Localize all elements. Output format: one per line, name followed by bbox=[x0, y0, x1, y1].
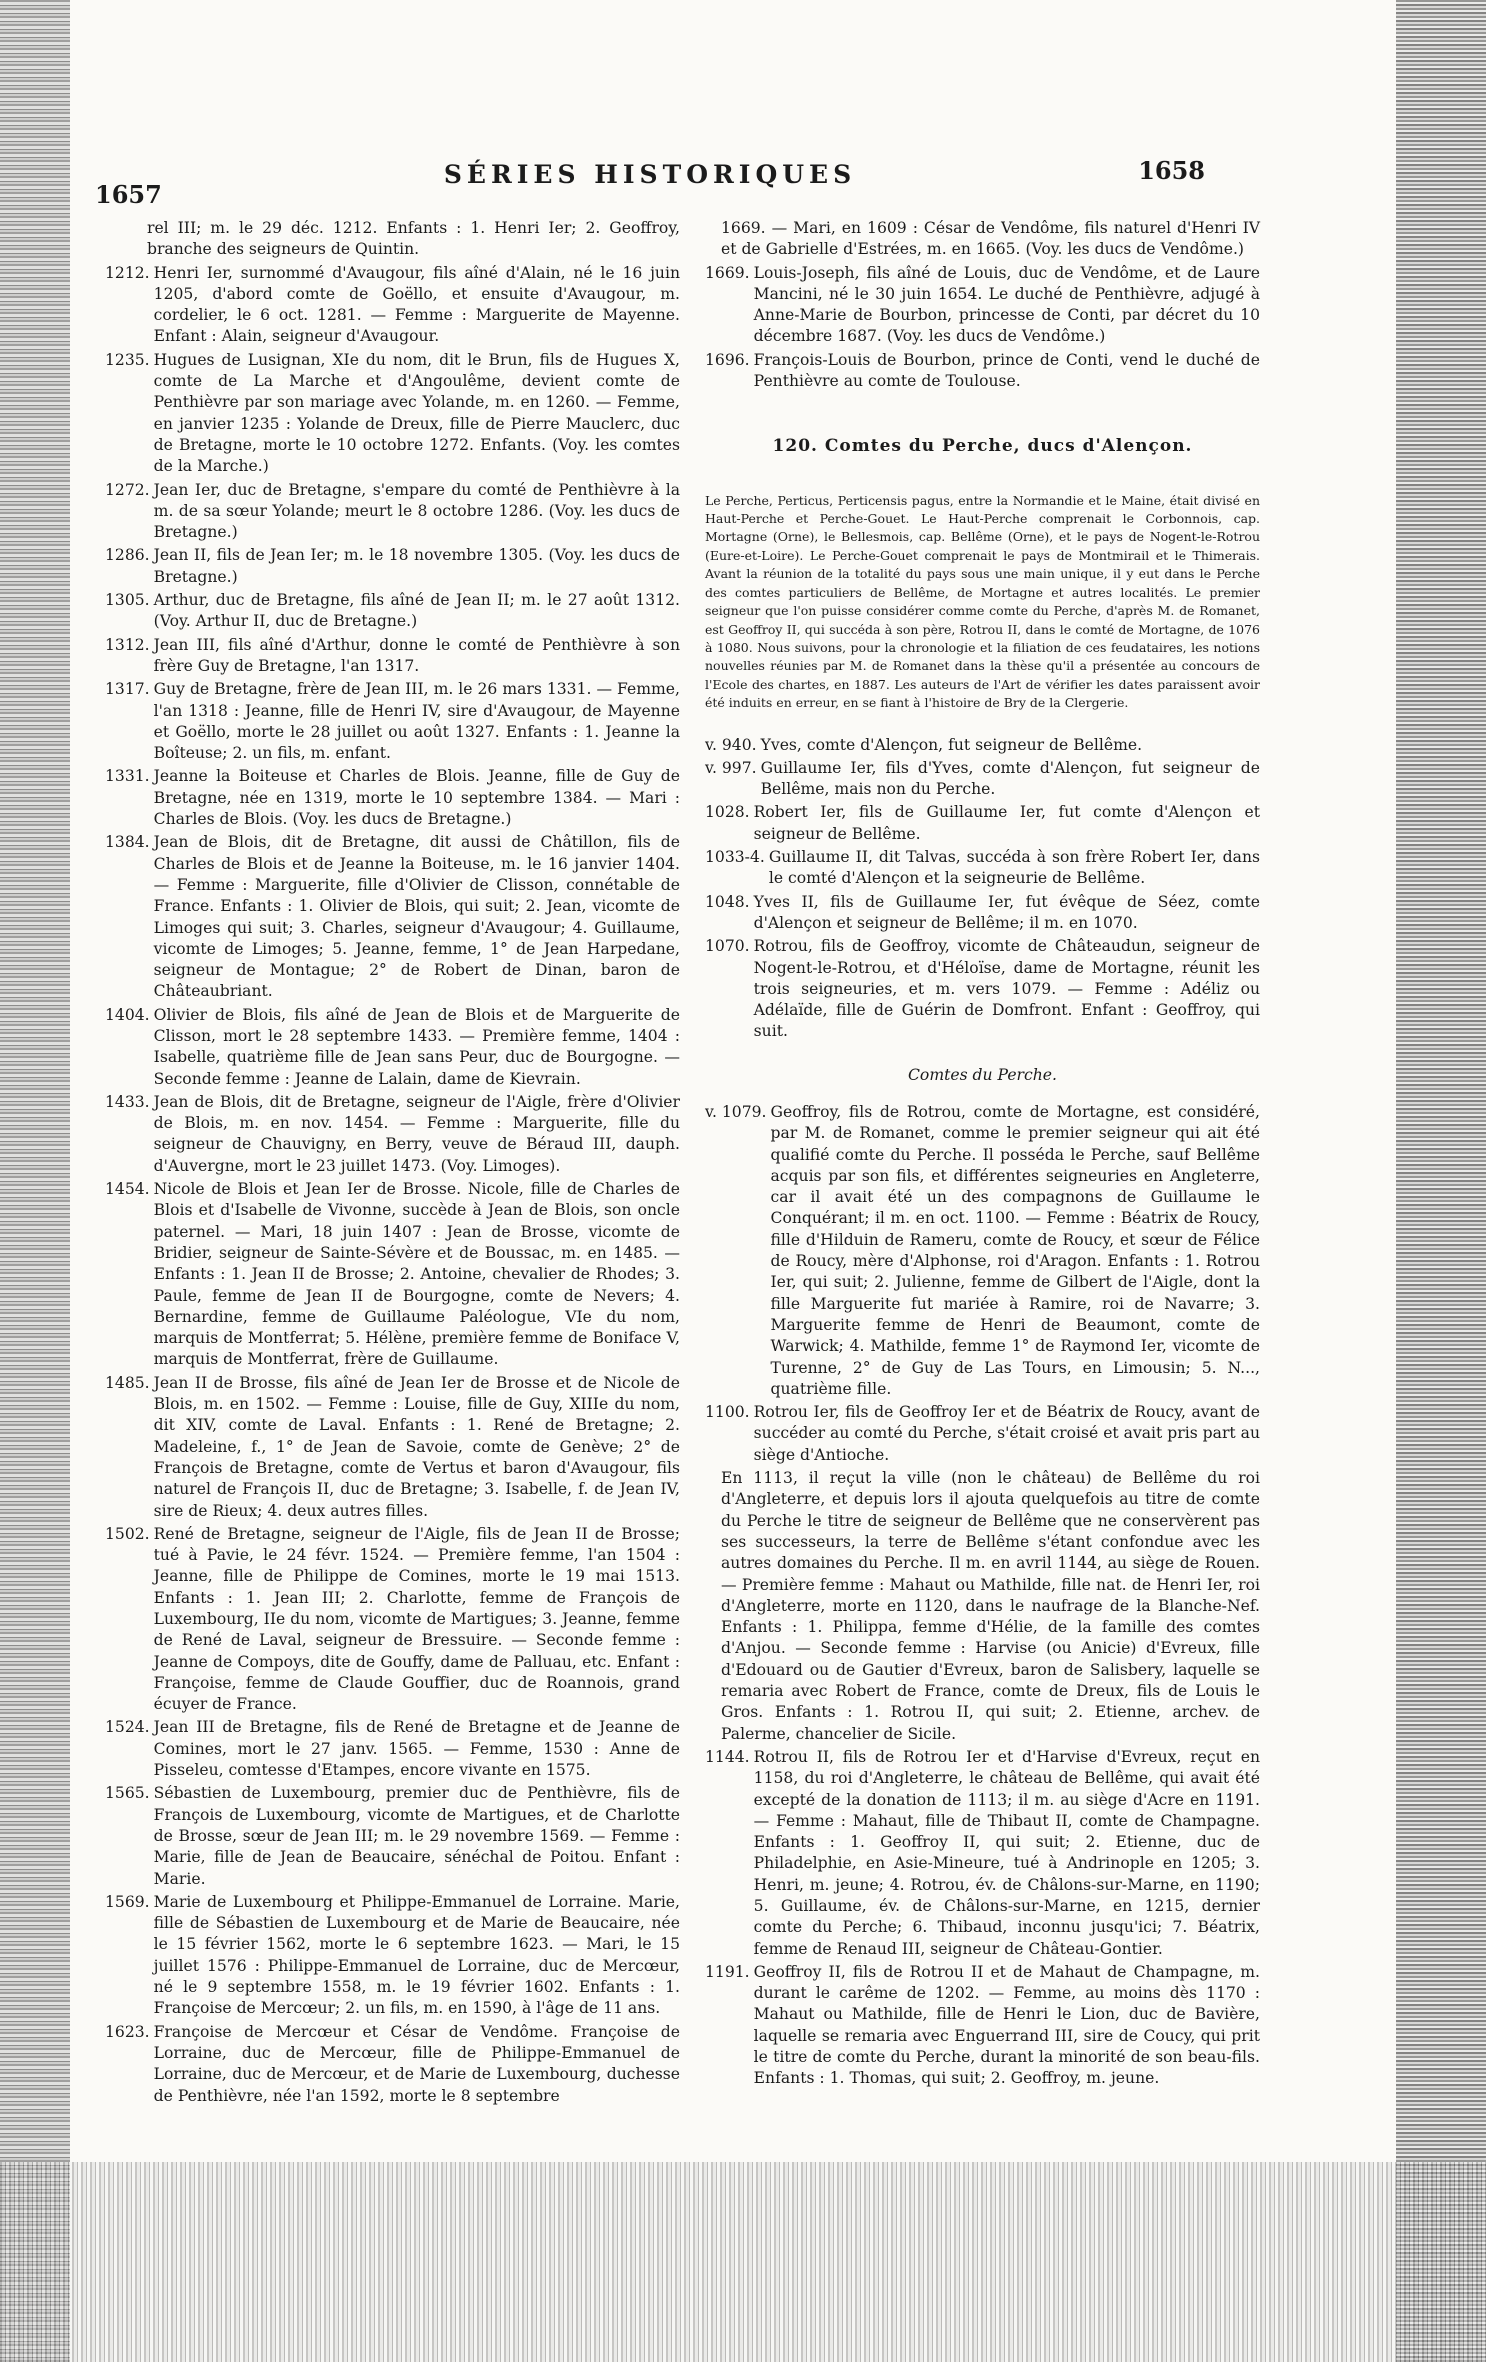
entry-year bbox=[105, 218, 147, 261]
entry-year: v. 1079. bbox=[705, 1103, 767, 1121]
entry-text: Françoise de Mercœur et César de Vendôme. Françoise de Lorraine, duc de Mercœur, fille de Philippe-Emmanuel de Lorraine, duc de Mercœur, et de Marie de Luxembourg, duchesse de Penthièvre, née l'an 1592, morte le 8 septembre bbox=[153, 2022, 680, 2105]
chronology-entry bbox=[105, 1524, 680, 1716]
chronology-entry bbox=[105, 350, 680, 478]
chronology-entry bbox=[105, 1783, 680, 1889]
chronology-entry bbox=[705, 802, 1260, 845]
entry-text: Geoffroy II, fils de Rotrou II et de Mahaut de Champagne, m. durant le carême de 1202. — Femme, au moins dès 1170 : Mahaut ou Mathilde, fille de Henri le Lion, duc de Bavière, laquelle se remaria avec Enguerrand III, sire de Coucy, qui prit le titre de comte du Perche, durant la minorité de son beau-fils. Enfants : 1. Thomas, qui suit; 2. Geoffroy, m. jeune. bbox=[753, 1962, 1260, 2088]
right-column bbox=[705, 218, 1260, 2092]
running-header bbox=[95, 150, 1205, 209]
entry-year: 1502. bbox=[105, 1524, 150, 1543]
section-intro: Le Perche, Perticus, Perticensis pagus, entre la Normandie et le Maine, était divisé en Haut-Perche et Perche-Gouet. Le Haut-Perche comprenait le Corbonnois, cap. Mortagne (Orne), le Bellesmois, cap. Bellême (Orne), et le pays de Nogent-le-Rotrou (Eure-et-Loire). Le Perche-Gouet comprenait le pays de Montmirail et le Thimerais. Avant la réunion de la totalité du pays sous une main unique, il y eut dans le Perche des comtes particuliers de Bellême, de Mortagne et autres localités. Le premier seigneur que l'on puisse considérer comme comte du Perche, d'après M. de Romanet, est Geoffroy II, qui succéda à son père, Rotrou II, dans le comté de Mortagne, de 1076 à 1080. Nous suivons, pour la chronologie et la filiation de ces feudataires, les notions nouvelles réunies par M. de Romanet dans la thèse qu'il a présentée au concours de l'Ecole des chartes, en 1887. Les auteurs de l'Art de vérifier les dates paraissent avoir été induits en erreur, en se fiant à l'histoire de Bry de la Clergerie. bbox=[705, 492, 1260, 711]
entry-text: Jean III de Bretagne, fils de René de Bretagne et de Jeanne de Comines, mort le 27 janv. 1565. — Femme, 1530 : Anne de Pisseleu, comtesse d'Etampes, encore vivante en 1575. bbox=[153, 1718, 680, 1780]
chronology-entry bbox=[105, 766, 680, 830]
entry-text: Hugues de Lusignan, XIe du nom, dit le Brun, fils de Hugues X, comte de La Marche et d'Angoulême, devient comte de Penthièvre par son mariage avec Yolande, m. en 1260. — Femme, en janvier 1235 : Yolande de Dreux, fille de Pierre Mauclerc, duc de Bretagne, morte le 10 octobre 1272. Enfants. (Voy. les comtes de la Marche.) bbox=[153, 350, 680, 476]
chronology-entry bbox=[105, 263, 680, 348]
entry-text: François-Louis de Bourbon, prince de Conti, vend le duché de Penthièvre au comte de Toulouse. bbox=[753, 350, 1260, 391]
entry-text: Jean de Blois, dit de Bretagne, seigneur de l'Aigle, frère d'Olivier de Blois, m. en nov. 1454. — Femme : Marguerite, fille du seigneur de Chauvigny, en Berry, veuve de Béraud III, dauph. d'Auvergne, mort le 23 juillet 1473. (Voy. Limoges). bbox=[153, 1092, 680, 1175]
entry-text: Rotrou Ier, fils de Geoffroy Ier et de Béatrix de Roucy, avant de succéder au comté du Perche, s'était croisé et avait pris part au siège d'Antioche. bbox=[753, 1403, 1260, 1464]
entry-text: Jean II, fils de Jean Ier; m. le 18 novembre 1305. (Voy. les ducs de Bretagne.) bbox=[153, 546, 680, 586]
chronology-entry bbox=[105, 1092, 680, 1177]
entry-text: Guillaume Ier, fils d'Yves, comte d'Alençon, fut seigneur de Bellême, mais non du Perche. bbox=[760, 758, 1260, 799]
left-column bbox=[105, 218, 680, 2109]
entry-year: 1404. bbox=[105, 1005, 150, 1024]
chronology-entry bbox=[705, 263, 1260, 348]
entry-year: 1144. bbox=[705, 1747, 750, 1766]
entry-year: 1317. bbox=[105, 680, 150, 699]
entry-text: Louis-Joseph, fils aîné de Louis, duc de Vendôme, et de Laure Mancini, né le 30 juin 1654. Le duché de Penthièvre, adjugé à Anne-Marie de Bourbon, princesse de Conti, par décret du 10 décembre 1687. (Voy. les ducs de Vendôme.) bbox=[753, 263, 1260, 346]
entry-text: Robert Ier, fils de Guillaume Ier, fut comte d'Alençon et seigneur de Bellême. bbox=[753, 803, 1260, 843]
entry-text: Jeanne la Boiteuse et Charles de Blois. Jeanne, fille de Guy de Bretagne, née en 1319, morte le 10 septembre 1384. — Mari : Charles de Blois. (Voy. les ducs de Bretagne.) bbox=[153, 767, 680, 829]
chronology-entry bbox=[105, 679, 680, 764]
chronology-entry bbox=[105, 635, 680, 678]
entry-text: Rotrou, fils de Geoffroy, vicomte de Châteaudun, seigneur de Nogent-le-Rotrou, et d'Héloïse, dame de Mortagne, réunit les trois seigneuries, et m. vers 1079. — Femme : Adéliz ou Adélaïde, fille de Guérin de Domfront. Enfant : Geoffroy, qui suit. bbox=[753, 937, 1260, 1041]
chronology-entry bbox=[105, 2022, 680, 2107]
chronology-entry bbox=[105, 1005, 680, 1090]
entry-year: 1454. bbox=[105, 1180, 150, 1199]
entry-text: Rotrou II, fils de Rotrou Ier et d'Harvise d'Evreux, reçut en 1158, du roi d'Angleterre, le château de Bellême, qui avait été excepté de la donation de 1113; il m. au siège d'Acre en 1191. — Femme : Mahaut, fille de Thibaut II, comte de Champagne. Enfants : 1. Geoffroy II, qui suit; 2. Etienne, duc de Philadelphie, en Asie-Mineure, tué à Andrinople en 1205; 3. Henri, m. jeune; 4. Rotrou, év. de Châlons-sur-Marne, en 1190; 5. Guillaume, év. de Châlons-sur-Marne, en 1215, dernier comte du Perche; 6. Thibaud, inconnu jusqu'ici; 7. Béatrix, femme de Renaud III, seigneur de Château-Gontier. bbox=[753, 1747, 1260, 1958]
entry-text: Jean III, fils aîné d'Arthur, donne le comté de Penthièvre à son frère Guy de Bretagne, l'an 1317. bbox=[153, 635, 680, 675]
chronology-entry bbox=[705, 936, 1260, 1042]
chronology-entry bbox=[105, 480, 680, 544]
chronology-entry bbox=[105, 832, 680, 1002]
entry-text: Arthur, duc de Bretagne, fils aîné de Jean II; m. le 27 août 1312. (Voy. Arthur II, duc de Bretagne.) bbox=[153, 591, 680, 631]
entry-year: 1070. bbox=[705, 937, 750, 956]
entry-year: 1235. bbox=[105, 350, 150, 369]
chronology-entry bbox=[105, 1892, 680, 2020]
entry-text: René de Bretagne, seigneur de l'Aigle, fils de Jean II de Brosse; tué à Pavie, le 24 févr. 1524. — Première femme, l'an 1504 : Jeanne, fille de Philippe de Comines, morte le 19 mai 1513. Enfants : 1. Jean III; 2. Charlotte, femme de François de Luxembourg, IIe du nom, vicomte de Martigues; 3. Jeanne, femme de René de Laval, seigneur de Bressuire. — Seconde femme : Jeanne de Compoys, dite de Gouffy, dame de Palluau, etc. Enfant : Françoise, femme de Claude Gouffier, duc de Roannois, grand écuyer de France. bbox=[153, 1524, 680, 1714]
entry-year: 1384. bbox=[105, 833, 150, 852]
entry-text: Yves, comte d'Alençon, fut seigneur de Bellême. bbox=[760, 735, 1143, 754]
entry-year: 1565. bbox=[105, 1784, 150, 1803]
chronology-entry bbox=[105, 218, 680, 261]
chronology-entry bbox=[705, 1102, 1260, 1400]
chronology-entry bbox=[705, 847, 1260, 890]
continuation-paragraph: 1669. — Mari, en 1609 : César de Vendôme, fils naturel d'Henri IV et de Gabrielle d'Estrées, m. en 1665. (Voy. les ducs de Vendôme.) bbox=[721, 219, 1260, 259]
entry-year: 1312. bbox=[105, 635, 150, 654]
entry-year: 1331. bbox=[105, 767, 150, 786]
entry-year: 1048. bbox=[705, 892, 750, 911]
chronology-entry bbox=[705, 1402, 1260, 1466]
subheading: Comtes du Perche. bbox=[908, 1065, 1057, 1084]
entry-text: Guy de Bretagne, frère de Jean III, m. le 26 mars 1331. — Femme, l'an 1318 : Jeanne, fille de Henri IV, sire d'Avaugour, de Mayenne et Goëllo, morte le 28 juillet ou août 1327. Enfants : 1. Jeanne la Boîteuse; 2. un fils, m. enfant. bbox=[153, 680, 680, 763]
entry-year: v. 997. bbox=[705, 758, 757, 777]
entry-text: Yves II, fils de Guillaume Ier, fut évêque de Séez, comte d'Alençon et seigneur de Bellême; il m. en 1070. bbox=[753, 892, 1260, 932]
entry-year: 1669. bbox=[705, 263, 750, 282]
entry-text: Geoffroy, fils de Rotrou, comte de Mortagne, est considéré, par M. de Romanet, comme le premier seigneur qui ait été qualifié comte du Perche. Il posséda le Perche, sauf Bellême acquis par son fils, et différentes seigneuries en Angleterre, car il avait été un des compagnons de Guillaume le Conquérant; il m. en oct. 1100. — Femme : Béatrix de Roucy, fille d'Hilduin de Rameru, comte de Roucy, et sœur de Félice de Roucy, mère d'Alphonse, roi d'Aragon. Enfants : 1. Rotrou Ier, qui suit; 2. Julienne, femme de Gilbert de l'Aigle, dont la fille Marguerite fut mariée à Ramire, roi de Navarre; 3. Marguerite femme de Henri de Beaumont, comte de Warwick; 4. Mathilde, femme 1° de Raymond Ier, vicomte de Turenne, 2° de Guy de Las Tours, en Limousin; 5. N..., quatrième fille. bbox=[770, 1103, 1260, 1398]
chronology-entry bbox=[105, 1717, 680, 1781]
entry-year: 1100. bbox=[705, 1403, 750, 1422]
entry-text: Nicole de Blois et Jean Ier de Brosse. Nicole, fille de Charles de Blois et d'Isabelle de Vivonne, succède à Jean de Blois, son oncle paternel. — Mari, 18 juin 1407 : Jean de Brosse, vicomte de Bridier, seigneur de Sainte-Sévère et de Boussac, m. en 1485. — Enfants : 1. Jean II de Brosse; 2. Antoine, chevalier de Rhodes; 3. Paule, femme de Jean II de Bourgogne, comte de Nevers; 4. Bernardine, femme de Guillaume Paléologue, VIe du nom, marquis de Montferrat; 5. Hélène, première femme de Boniface V, marquis de Montferrat, frère de Guillaume. bbox=[153, 1180, 680, 1369]
entry-year: 1191. bbox=[705, 1962, 750, 1981]
scan-edge-right bbox=[1396, 0, 1486, 2362]
entry-year: 1485. bbox=[105, 1373, 150, 1392]
entry-text: rel III; m. le 29 déc. 1212. Enfants : 1. Henri Ier; 2. Geoffroy, branche des seigneurs de Quintin. bbox=[147, 219, 680, 259]
chronology-entry bbox=[705, 735, 1260, 756]
chronology-entry bbox=[705, 1962, 1260, 2090]
chronology-entry bbox=[705, 1747, 1260, 1960]
running-title: SÉRIES HISTORIQUES bbox=[443, 160, 857, 189]
section-title: 120. Comtes du Perche, ducs d'Alençon. bbox=[772, 436, 1193, 457]
entry-year: 1272. bbox=[105, 480, 150, 499]
page-number-right: 1658 bbox=[1138, 156, 1205, 185]
entry-text: Guillaume II, dit Talvas, succéda à son frère Robert Ier, dans le comté d'Alençon et la seigneurie de Bellême. bbox=[768, 848, 1260, 888]
entry-year: 1623. bbox=[105, 2022, 150, 2041]
scan-edge-left bbox=[0, 0, 70, 2362]
entry-year: 1433. bbox=[105, 1092, 150, 1111]
chronology-entry bbox=[105, 545, 680, 588]
entry-text: Olivier de Blois, fils aîné de Jean de Blois et de Marguerite de Clisson, mort le 28 septembre 1433. — Première femme, 1404 : Isabelle, quatrième fille de Jean sans Peur, duc de Bourgogne. — Seconde femme : Jeanne de Lalain, dame de Kievrain. bbox=[153, 1005, 680, 1088]
entry-text: Henri Ier, surnommé d'Avaugour, fils aîné d'Alain, né le 16 juin 1205, d'abord comte de Goëllo, et ensuite d'Avaugour, m. cordelier, le 6 oct. 1281. — Femme : Marguerite de Mayenne. Enfant : Alain, seigneur d'Avaugour. bbox=[153, 263, 680, 346]
entry-text: Jean de Blois, dit de Bretagne, dit aussi de Châtillon, fils de Charles de Blois et de Jeanne la Boiteuse, m. le 16 janvier 1404. — Femme : Marguerite, fille d'Olivier de Clisson, connétable de France. Enfants : 1. Olivier de Blois, qui suit; 2. Jean, vicomte de Limoges qui suit; 3. Charles, seigneur d'Avaugour; 4. Guillaume, vicomte de Limoges; 5. Jeanne, femme, 1° de Jean Harpedane, seigneur de Montague; 2° de Robert de Dinan, baron de Châteaubriant. bbox=[153, 833, 680, 1001]
entry-year: 1696. bbox=[705, 350, 750, 369]
entry-year: 1286. bbox=[105, 546, 150, 565]
chronology-entry bbox=[105, 1373, 680, 1522]
chronology-entry bbox=[705, 758, 1260, 801]
entry-text: Marie de Luxembourg et Philippe-Emmanuel de Lorraine. Marie, fille de Sébastien de Luxembourg et de Marie de Beaucaire, née le 15 février 1562, morte le 6 septembre 1623. — Mari, le 15 juillet 1576 : Philippe-Emmanuel de Lorraine, duc de Mercœur, né le 9 septembre 1558, m. le 19 février 1602. Enfants : 1. Françoise de Mercœur; 2. un fils, m. en 1590, à l'âge de 11 ans. bbox=[153, 1892, 680, 2018]
chronology-entry bbox=[105, 590, 680, 633]
entry-text: Jean II de Brosse, fils aîné de Jean Ier de Brosse et de Nicole de Blois, m. en 1502. — Femme : Louise, fille de Guy, XIIIe du nom, dit XIV, comte de Laval. Enfants : 1. René de Bretagne; 2. Madeleine, f., 1° de Jean de Savoie, comte de Genève; 2° de François de Bretagne, comte de Vertus et baron d'Avaugour, fils naturel de François II, duc de Bretagne; 3. Isabelle, f. de Jean IV, sire de Rieux; 4. deux autres filles. bbox=[153, 1373, 680, 1520]
scan-edge-bottom bbox=[0, 2162, 1486, 2362]
entry-year: 1569. bbox=[105, 1892, 150, 1911]
entry-year: 1033-4. bbox=[705, 848, 765, 867]
chronology-entry bbox=[105, 1179, 680, 1371]
chronology-entry bbox=[705, 350, 1260, 393]
entry-year: 1028. bbox=[705, 803, 750, 822]
page-number-left: 1657 bbox=[95, 180, 162, 209]
entry-year: v. 940. bbox=[705, 735, 757, 754]
entry-year: 1305. bbox=[105, 591, 150, 610]
entry-year: 1524. bbox=[105, 1718, 150, 1737]
entry-text: Sébastien de Luxembourg, premier duc de Penthièvre, fils de François de Luxembourg, vicomte de Martigues, et de Charlotte de Brosse, sœur de Jean III; m. le 29 novembre 1569. — Femme : Marie, fille de Jean de Beaucaire, sénéchal de Poitou. Enfant : Marie. bbox=[153, 1784, 680, 1888]
entry-year: 1212. bbox=[105, 263, 150, 282]
continuation-paragraph: En 1113, il reçut la ville (non le château) de Bellême du roi d'Angleterre, et depuis lors il ajouta quelquefois au titre de comte du Perche le titre de seigneur de Bellême que ne conservèrent pas ses successeurs, la terre de Bellême s'étant confondue avec les autres domaines du Perche. Il m. en avril 1144, au siège de Rouen. — Première femme : Mahaut ou Mathilde, fille nat. de Henri Ier, roi d'Angleterre, morte en 1120, dans le naufrage de la Blanche-Nef. Enfants : 1. Philippa, femme d'Hélie, de la famille des comtes d'Anjou. — Seconde femme : Harvise (ou Anicie) d'Evreux, fille d'Edouard ou de Gautier d'Evreux, baron de Salisbery, laquelle se remaria avec Robert de France, comte de Dreux, fils de Louis le Gros. Enfants : 1. Rotrou II, qui suit; 2. Etienne, archev. de Palerme, chancelier de Sicile. bbox=[721, 1469, 1260, 1743]
chronology-entry bbox=[705, 892, 1260, 935]
entry-text: Jean Ier, duc de Bretagne, s'empare du comté de Penthièvre à la m. de sa sœur Yolande; meurt le 8 octobre 1286. (Voy. les ducs de Bretagne.) bbox=[153, 480, 680, 542]
